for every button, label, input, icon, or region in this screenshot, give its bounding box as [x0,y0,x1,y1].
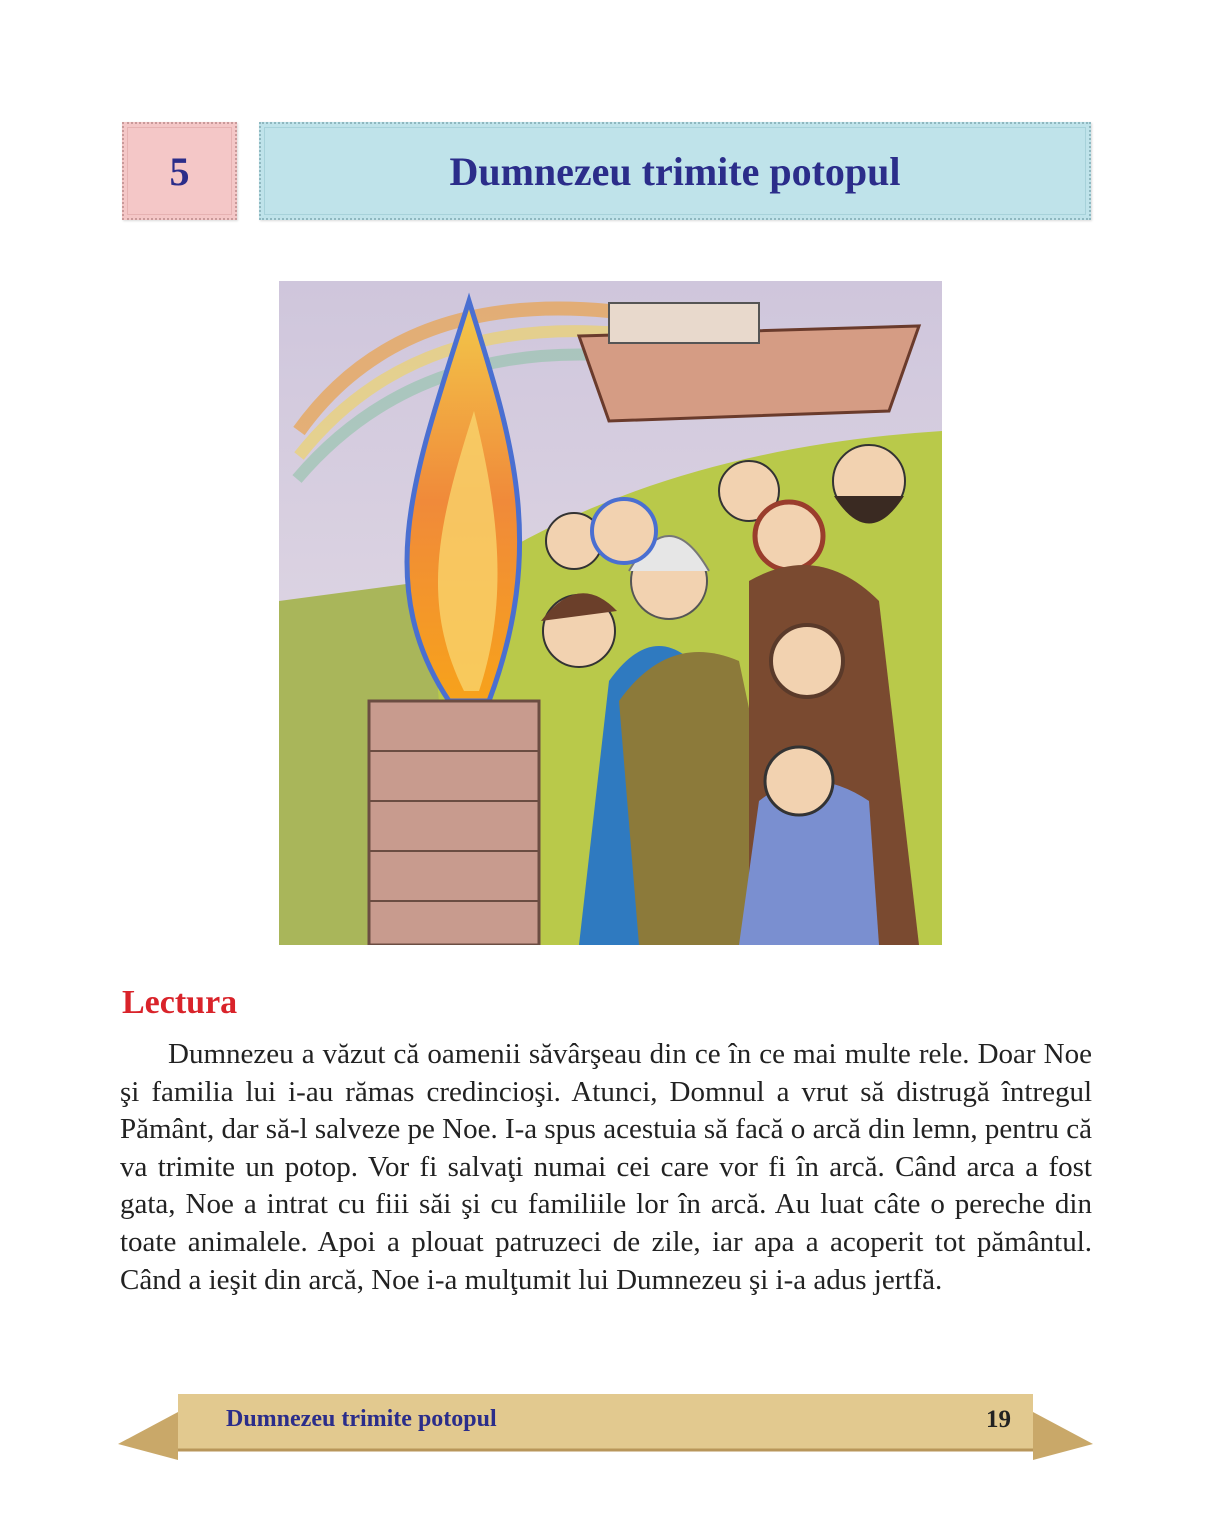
lesson-number: 5 [169,148,190,194]
lesson-number-box [122,122,237,220]
lesson-title-box [259,122,1091,220]
illustration [279,281,942,945]
altar [369,701,539,945]
section-heading: Lectura [122,984,238,1021]
page-number: 19 [986,1406,1011,1433]
footer-title: Dumnezeu trimite potopul [226,1406,497,1432]
footer-ribbon [118,1392,1093,1464]
reading-text: Dumnezeu a văzut că oamenii săvârşeau din ce în ce mai multe rele. Doar Noe şi familia lui i-au rămas credincioşi. Atunci, Domnul a vrut să distrugă întregul Pământ, dar să-l salveze pe Noe. I-a spus acestuia să facă o arcă din lemn, pentru că va trimite un potop. Vor fi salvaţi numai cei care vor fi în arcă. Când arca a fost gata, Noe a intrat cu fiii săi şi cu familiile lor în arcă. Au luat câte o pereche din toate animalele. Apoi a plouat patruzeci de zile, iar apa a acoperit tot pământul. Când a ieşit din arcă, Noe i-a mulţumit lui Dumnezeu şi i-a adus jertfă. [120,1038,1092,1296]
lesson-title: Dumnezeu trimite potopul [449,148,901,194]
